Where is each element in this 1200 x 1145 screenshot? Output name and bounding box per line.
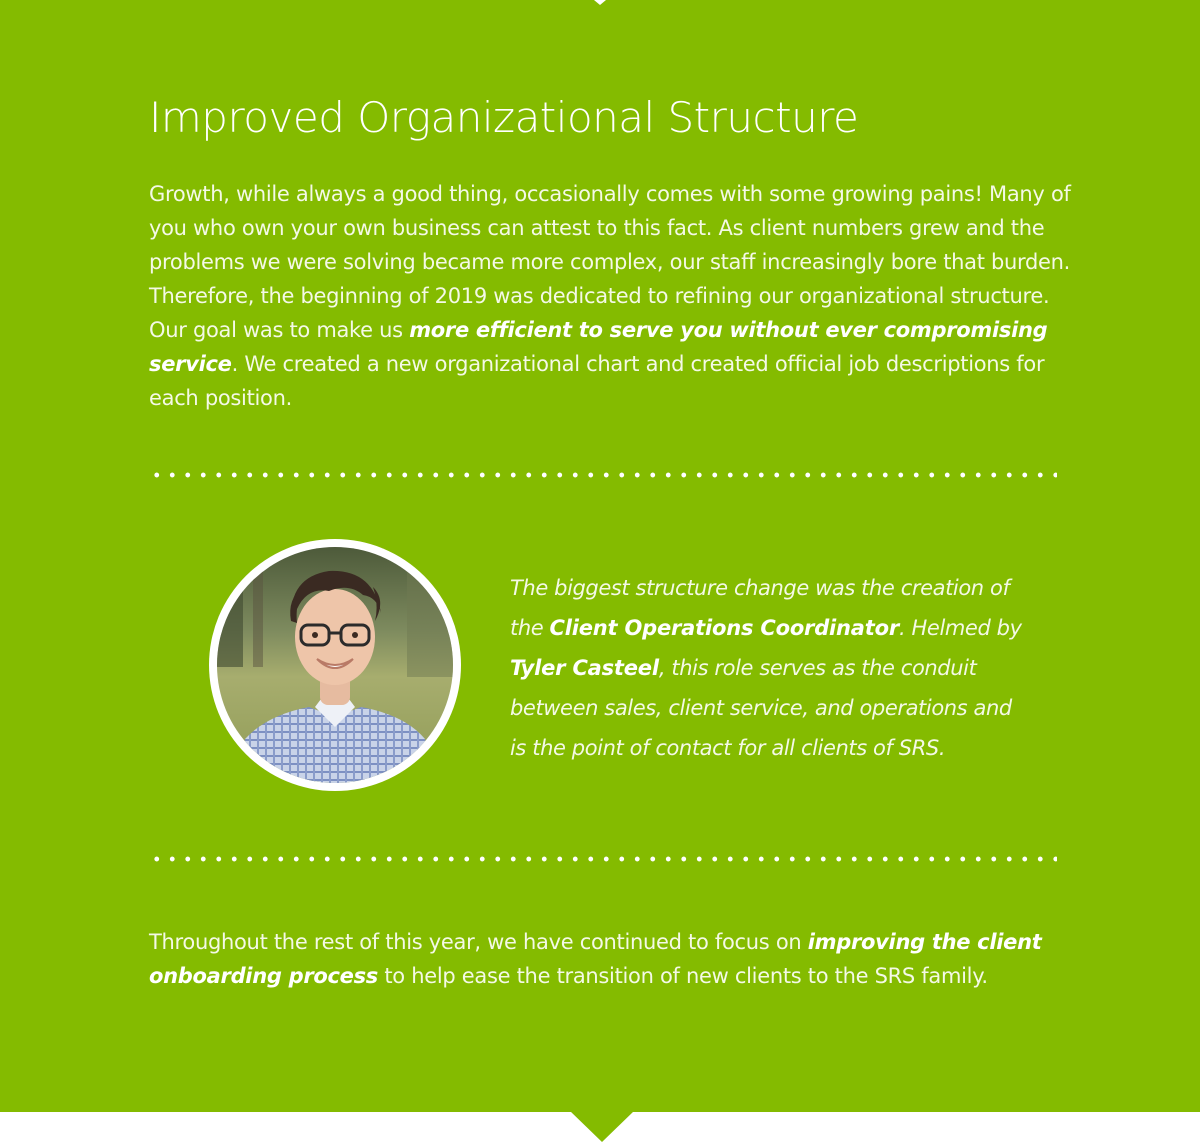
role-name: Client Operations Coordinator (549, 616, 899, 640)
dotted-divider-top (149, 472, 1057, 478)
top-notch-shape (594, 0, 606, 5)
avatar (209, 539, 461, 791)
dotted-divider-bottom (149, 856, 1057, 862)
intro-text-start: Growth, while always a good thing, occasionally comes with some growing pains! Many of you who own your own business can attest to this fact. As client numbers grew and the problems we were solving became more complex, our staff increasingly bore that burden. Therefore, the beginning of 2019 was dedicated to refining our organizational structure. Our goal was to make us (149, 182, 1071, 342)
quote-text-1: The biggest structure change was the creation of the (510, 576, 1010, 640)
closing-paragraph (149, 925, 1089, 993)
intro-emphasis: more efficient to serve you without ever compromising service (149, 318, 1048, 376)
feature-quote (510, 568, 1030, 768)
intro-paragraph (149, 177, 1079, 415)
quote-text-2: . Helmed by (898, 616, 1022, 640)
person-name: Tyler Casteel (510, 656, 659, 680)
closing-text-end: to help ease the transition of new clients to the SRS family. (378, 964, 988, 988)
intro-text-end: . We created a new organizational chart and created official job descriptions for each position. (149, 352, 1045, 410)
closing-emphasis: improving the client onboarding process (149, 930, 1042, 988)
person-photo-icon (217, 547, 453, 783)
section-title: Improved Organizational Structure (149, 93, 859, 142)
quote-text-3: , this role serves as the conduit between sales, client service, and operations and is the point of contact for all clients of SRS. (510, 656, 1012, 760)
down-arrow-icon (570, 1111, 634, 1142)
closing-text-start: Throughout the rest of this year, we have continued to focus on (149, 930, 808, 954)
